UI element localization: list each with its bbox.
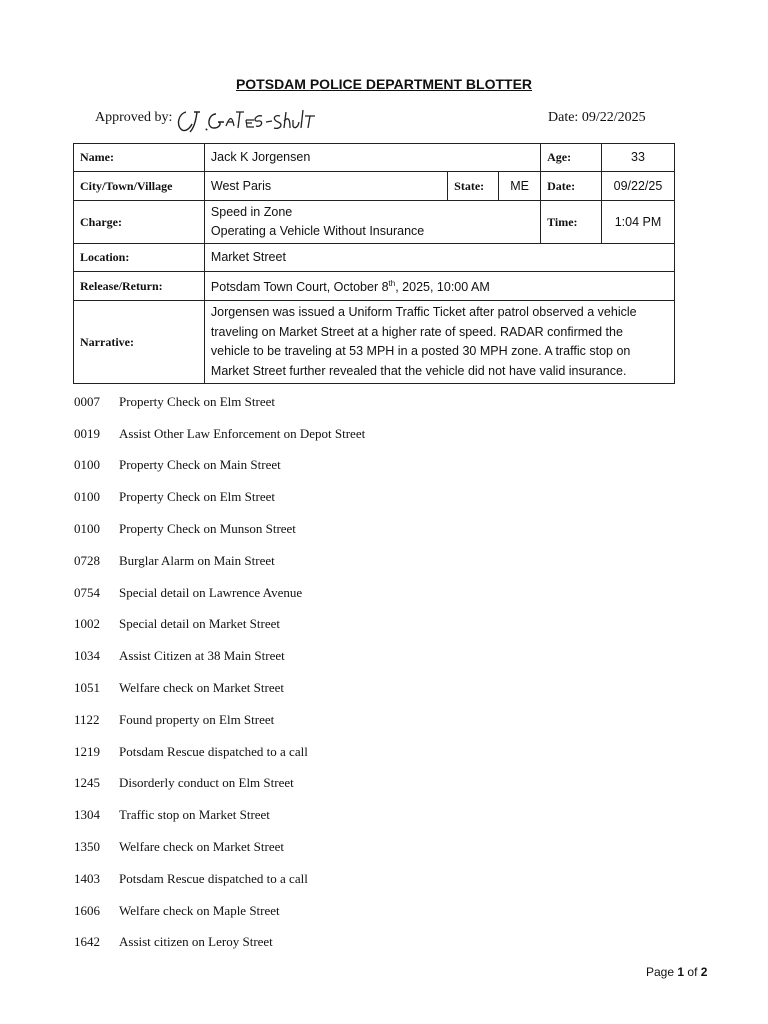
approver-signature — [172, 104, 317, 138]
list-item — [74, 418, 365, 450]
page-number — [646, 965, 707, 979]
name-label: Name: — [74, 144, 205, 172]
row-location — [74, 244, 675, 272]
entry-description: Found property on Elm Street — [119, 711, 275, 727]
page-current: 1 — [677, 965, 685, 979]
narrative-line-3: vehicle to be traveling at 53 MPH in a posted 30 MPH zone. A traffic stop on — [210, 344, 631, 358]
entry-time: 1606 — [74, 902, 100, 918]
entry-description: Property Check on Main Street — [119, 457, 281, 473]
list-item — [74, 831, 365, 863]
entry-description: Traffic stop on Market Street — [119, 807, 270, 823]
incident-record-table — [73, 143, 675, 384]
age-value: 33 — [602, 144, 675, 172]
entry-time: 0754 — [74, 584, 100, 600]
entry-time: 1219 — [74, 743, 100, 759]
entry-description: Welfare check on Market Street — [119, 680, 284, 696]
list-item — [74, 927, 365, 959]
entry-description: Potsdam Rescue dispatched to a call — [119, 870, 308, 886]
list-item — [74, 609, 365, 641]
entry-description: Special detail on Lawrence Avenue — [119, 584, 303, 600]
narrative-line-1: Jorgensen was issued a Uniform Traffic Ticket after patrol observed a vehicle — [210, 305, 637, 319]
list-item — [74, 386, 365, 418]
list-item — [74, 768, 365, 800]
narrative-label: Narrative: — [74, 301, 205, 384]
entry-time: 1245 — [74, 775, 100, 791]
document-date: Date: 09/22/2025 — [548, 110, 646, 125]
entry-description: Potsdam Rescue dispatched to a call — [119, 743, 308, 759]
narrative-line-2: traveling on Market Street at a higher rate of speed. RADAR confirmed the — [210, 324, 623, 339]
age-label: Age: — [541, 144, 602, 172]
list-item — [74, 545, 365, 577]
incident-date-label: Date: — [541, 172, 602, 201]
location-label: Location: — [74, 244, 205, 272]
entry-time: 0007 — [74, 393, 100, 409]
entry-time: 1350 — [74, 839, 100, 855]
time-value: 1:04 PM — [602, 201, 675, 244]
row-release — [74, 272, 675, 301]
release-text-pre: Potsdam Town Court, October 8 — [210, 280, 389, 295]
list-item — [74, 450, 365, 482]
entry-description: Welfare check on Market Street — [119, 839, 284, 855]
list-item — [74, 513, 365, 545]
list-item — [74, 799, 365, 831]
page-total: 2 — [700, 965, 708, 979]
release-label: Release/Return: — [74, 272, 205, 301]
page-title: POTSDAM POLICE DEPARTMENT BLOTTER — [235, 76, 533, 92]
release-text-sup: th — [388, 279, 396, 289]
entry-time: 1403 — [74, 870, 100, 886]
entry-description: Assist Other Law Enforcement on Depot Street — [119, 425, 366, 441]
blotter-entries-list — [74, 386, 365, 958]
incident-date-value: 09/22/25 — [602, 172, 675, 201]
charge-line-1: Speed in Zone — [210, 205, 293, 219]
state-value: ME — [499, 172, 541, 201]
city-value: West Paris — [204, 172, 447, 201]
release-text-post: , 2025, 10:00 AM — [395, 280, 490, 295]
row-city — [74, 172, 675, 201]
list-item — [74, 672, 365, 704]
row-name — [74, 144, 675, 172]
location-value: Market Street — [204, 244, 674, 272]
list-item — [74, 895, 365, 927]
entry-description: Assist citizen on Leroy Street — [119, 934, 273, 950]
entry-time: 1002 — [74, 616, 100, 632]
entry-time: 1051 — [74, 680, 100, 696]
entry-time: 0019 — [74, 425, 100, 441]
charge-line-2: Operating a Vehicle Without Insurance — [210, 224, 425, 238]
entry-time: 1122 — [74, 711, 100, 727]
state-label: State: — [448, 172, 499, 201]
entry-description: Property Check on Elm Street — [119, 393, 275, 409]
page-of: of — [687, 965, 698, 979]
list-item — [74, 577, 365, 609]
approved-by-label: Approved by: — [95, 110, 173, 125]
list-item — [74, 736, 365, 768]
entry-description: Property Check on Elm Street — [119, 489, 275, 505]
entry-description: Burglar Alarm on Main Street — [119, 552, 275, 568]
city-label: City/Town/Village — [74, 172, 205, 201]
row-narrative — [74, 301, 675, 384]
list-item — [74, 863, 365, 895]
entry-time: 1304 — [74, 807, 100, 823]
entry-description: Property Check on Munson Street — [119, 521, 296, 537]
entry-description: Disorderly conduct on Elm Street — [119, 775, 294, 791]
charge-label: Charge: — [74, 201, 205, 244]
entry-description: Special detail on Market Street — [119, 616, 281, 632]
charge-value — [204, 201, 540, 244]
entry-time: 1642 — [74, 934, 100, 950]
name-value: Jack K Jorgensen — [204, 144, 540, 172]
entry-description: Assist Citizen at 38 Main Street — [119, 648, 285, 664]
entry-time: 0100 — [74, 521, 100, 537]
list-item — [74, 640, 365, 672]
list-item — [74, 704, 365, 736]
narrative-value — [204, 301, 674, 384]
entry-time: 0100 — [74, 489, 100, 505]
entry-time: 0728 — [74, 552, 100, 568]
entry-description: Welfare check on Maple Street — [119, 902, 280, 918]
row-charge — [74, 201, 675, 244]
entry-time: 0100 — [74, 457, 100, 473]
page-word: Page — [646, 965, 675, 979]
entry-time: 1034 — [74, 648, 100, 664]
release-value — [204, 272, 674, 301]
list-item — [74, 481, 365, 513]
narrative-line-4: Market Street further revealed that the vehicle did not have valid insurance. — [210, 363, 627, 378]
time-label: Time: — [541, 201, 602, 244]
